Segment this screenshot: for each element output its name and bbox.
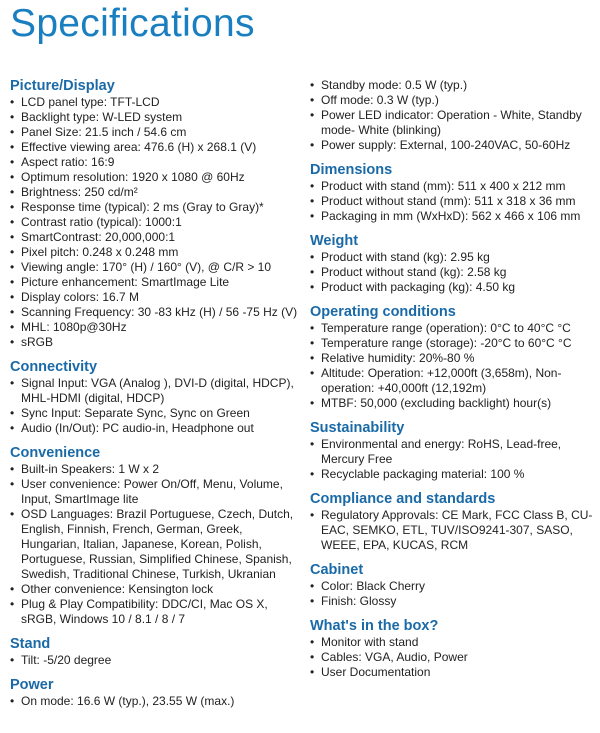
spec-item: • Backlight type: W-LED system (10, 110, 302, 125)
spec-item: • Cables: VGA, Audio, Power (310, 650, 598, 665)
section-heading: What's in the box? (310, 618, 439, 634)
spec-item: • Color: Black Cherry (310, 579, 598, 594)
section-heading: Stand (10, 636, 51, 652)
spec-item: • Plug & Play Compatibility: DDC/CI, Mac OS X, sRGB, Windows 10 / 8.1 / 8 / 7 (10, 597, 302, 627)
spec-item: • OSD Languages: Brazil Portuguese, Czech, Dutch, English, Finnish, French, German, Greek, Hungarian, Italian, Japanese, Korean, Polish, Portuguese, Russian, Simplified Chinese, Spanish, Swedish, Traditional Chinese, Turkish, Ukranian (10, 507, 302, 582)
spec-item: • Altitude: Operation: +12,000ft (3,658m), Non-operation: +40,000ft (12,192m) (310, 366, 598, 396)
spec-item: • Packaging in mm (WxHxD): 562 x 466 x 106 mm (310, 209, 598, 224)
spec-item: • Environmental and energy: RoHS, Lead-free, Mercury Free (310, 437, 598, 467)
spec-item: • Temperature range (operation): 0°C to 40°C °C (310, 321, 598, 336)
spec-item: • User convenience: Power On/Off, Menu, Volume, Input, SmartImage lite (10, 477, 302, 507)
spec-item: • Product with stand (kg): 2.95 kg (310, 250, 598, 265)
spec-item: • Audio (In/Out): PC audio-in, Headphone out (10, 421, 302, 436)
section-heading: Sustainability (310, 420, 405, 436)
spec-item: • Sync Input: Separate Sync, Sync on Green (10, 406, 302, 421)
spec-item: • Product without stand (mm): 511 x 318 x 36 mm (310, 194, 598, 209)
spec-item: • Finish: Glossy (310, 594, 598, 609)
section-heading: Cabinet (310, 562, 364, 578)
spec-item: • Temperature range (storage): -20°C to 60°C °C (310, 336, 598, 351)
section-convenience (10, 445, 302, 627)
section-heading: Power (10, 677, 54, 693)
spec-item: • Panel Size: 21.5 inch / 54.6 cm (10, 125, 302, 140)
spec-list (10, 694, 302, 709)
spec-item: • Built-in Speakers: 1 W x 2 (10, 462, 302, 477)
section-heading: Compliance and standards (310, 491, 496, 507)
spec-item: • Scanning Frequency: 30 -83 kHz (H) / 56 -75 Hz (V) (10, 305, 302, 320)
spec-item: • sRGB (10, 335, 302, 350)
section-heading: Dimensions (310, 162, 393, 178)
spec-list (310, 437, 598, 482)
spec-item: • Display colors: 16.7 M (10, 290, 302, 305)
spec-item: • User Documentation (310, 665, 598, 680)
section-continued (310, 78, 598, 153)
section-heading: Connectivity (10, 359, 98, 375)
spec-item: • Aspect ratio: 16:9 (10, 155, 302, 170)
spec-list (310, 179, 598, 224)
section-heading: Convenience (10, 445, 101, 461)
spec-item: • Viewing angle: 170° (H) / 160° (V), @ C/R > 10 (10, 260, 302, 275)
section-weight (310, 233, 598, 295)
spec-list (310, 78, 598, 153)
section-cabinet (310, 562, 598, 609)
spec-list (310, 635, 598, 680)
spec-item: • Power LED indicator: Operation - White, Standby mode- White (blinking) (310, 108, 598, 138)
spec-item: • Pixel pitch: 0.248 x 0.248 mm (10, 245, 302, 260)
spec-item: • Recyclable packaging material: 100 % (310, 467, 598, 482)
spec-item: • Picture enhancement: SmartImage Lite (10, 275, 302, 290)
spec-item: • Monitor with stand (310, 635, 598, 650)
page-title: Specifications (10, 2, 255, 45)
left-column (10, 78, 302, 709)
spec-item: • Product with stand (mm): 511 x 400 x 212 mm (310, 179, 598, 194)
spec-item: • MTBF: 50,000 (excluding backlight) hour(s) (310, 396, 598, 411)
spec-item: • Relative humidity: 20%-80 % (310, 351, 598, 366)
spec-list (10, 376, 302, 436)
spec-list (310, 579, 598, 609)
section-stand (10, 636, 302, 668)
spec-item: • MHL: 1080p@30Hz (10, 320, 302, 335)
spec-list (10, 462, 302, 627)
spec-item: • Other convenience: Kensington lock (10, 582, 302, 597)
right-column (310, 78, 598, 680)
spec-item: • Off mode: 0.3 W (typ.) (310, 93, 598, 108)
section-what-s-in-the-box (310, 618, 598, 680)
spec-item: • Tilt: -5/20 degree (10, 653, 302, 668)
spec-item: • Optimum resolution: 1920 x 1080 @ 60Hz (10, 170, 302, 185)
spec-list (310, 508, 598, 553)
section-heading: Operating conditions (310, 304, 456, 320)
spec-item: • Product without stand (kg): 2.58 kg (310, 265, 598, 280)
spec-item: • LCD panel type: TFT-LCD (10, 95, 302, 110)
spec-item: • On mode: 16.6 W (typ.), 23.55 W (max.) (10, 694, 302, 709)
section-power (10, 677, 302, 709)
spec-list (310, 250, 598, 295)
spec-item: • Regulatory Approvals: CE Mark, FCC Class B, CU-EAC, SEMKO, ETL, TUV/ISO9241-307, SASO, WEEE, EPA, KUCAS, RCM (310, 508, 598, 553)
spec-item: • Contrast ratio (typical): 1000:1 (10, 215, 302, 230)
spec-list (10, 653, 302, 668)
section-dimensions (310, 162, 598, 224)
section-picture-display (10, 78, 302, 350)
spec-item: • SmartContrast: 20,000,000:1 (10, 230, 302, 245)
section-heading: Weight (310, 233, 359, 249)
spec-item: • Signal Input: VGA (Analog ), DVI-D (digital, HDCP), MHL-HDMI (digital, HDCP) (10, 376, 302, 406)
section-operating-conditions (310, 304, 598, 411)
section-connectivity (10, 359, 302, 436)
section-heading: Picture/Display (10, 78, 115, 94)
section-sustainability (310, 420, 598, 482)
spec-item: • Effective viewing area: 476.6 (H) x 268.1 (V) (10, 140, 302, 155)
section-compliance-and-standards (310, 491, 598, 553)
spec-item: • Power supply: External, 100-240VAC, 50-60Hz (310, 138, 598, 153)
spec-item: • Brightness: 250 cd/m² (10, 185, 302, 200)
spec-list (310, 321, 598, 411)
spec-item: • Product with packaging (kg): 4.50 kg (310, 280, 598, 295)
spec-list (10, 95, 302, 350)
spec-item: • Response time (typical): 2 ms (Gray to Gray)* (10, 200, 302, 215)
spec-item: • Standby mode: 0.5 W (typ.) (310, 78, 598, 93)
